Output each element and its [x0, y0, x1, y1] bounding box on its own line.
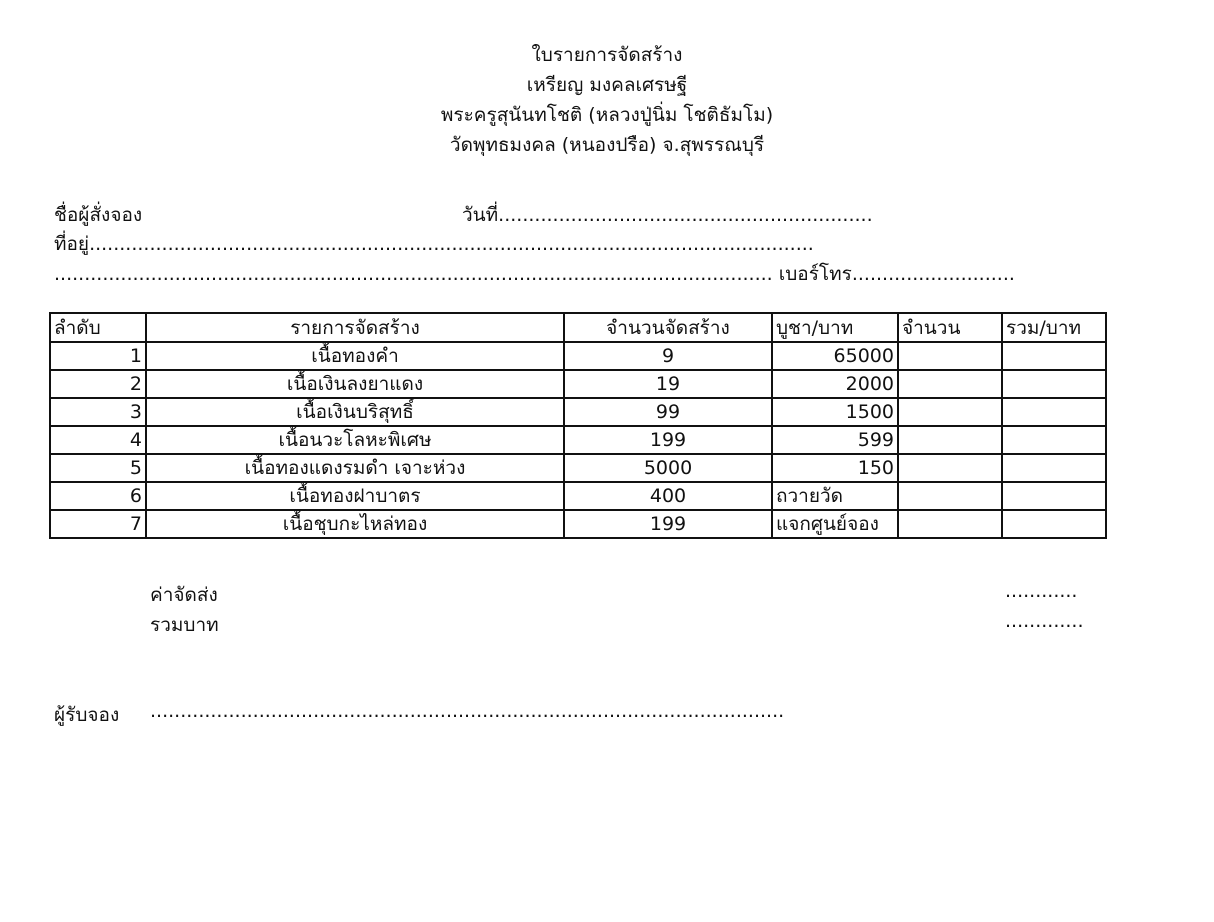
row-price: 150	[772, 454, 898, 482]
row-price: แจกศูนย์จอง	[772, 510, 898, 538]
row-order-qty-cell	[898, 426, 1002, 454]
title-line-4: วัดพุทธมงคล (หนองปรือ) จ.สุพรรณบุรี	[449, 134, 765, 156]
row-number: 2	[50, 370, 146, 398]
row-price: 65000	[772, 342, 898, 370]
row-number: 5	[50, 454, 146, 482]
row-item-name: เนื้อเงินลงยาแดง	[146, 370, 564, 398]
receiver-signature-line: .........................................................................................................	[150, 700, 785, 722]
row-number: 6	[50, 482, 146, 510]
title-line-2: เหรียญ มงคลเศรษฐี	[526, 74, 688, 96]
col-header-total: รวม/บาท	[1002, 313, 1106, 342]
col-header-no: ลำดับ	[50, 313, 146, 342]
row-total-cell	[1002, 370, 1106, 398]
row-item-name: เนื้อทองฝาบาตร	[146, 482, 564, 510]
col-header-price: บูชา/บาท	[772, 313, 898, 342]
date-field: วันที่..............................................................	[462, 204, 873, 226]
row-total-cell	[1002, 426, 1106, 454]
row-order-qty-cell	[898, 398, 1002, 426]
row-produced-qty: 5000	[564, 454, 772, 482]
table-row	[50, 510, 1106, 538]
col-header-order-qty: จำนวน	[898, 313, 1002, 342]
table-row	[50, 454, 1106, 482]
address-field: ที่อยู่........................................................................................................................	[54, 233, 814, 255]
row-price: ถวายวัด	[772, 482, 898, 510]
document-title-block	[0, 40, 1214, 160]
row-order-qty-cell	[898, 510, 1002, 538]
shipping-label: ค่าจัดส่ง	[150, 584, 218, 606]
row-total-cell	[1002, 342, 1106, 370]
items-table	[49, 312, 1107, 539]
row-price: 599	[772, 426, 898, 454]
row-number: 1	[50, 342, 146, 370]
table-header-row	[50, 313, 1106, 342]
table-row	[50, 398, 1106, 426]
table-row	[50, 342, 1106, 370]
row-item-name: เนื้อนวะโลหะพิเศษ	[146, 426, 564, 454]
total-label: รวมบาท	[150, 614, 219, 636]
row-produced-qty: 400	[564, 482, 772, 510]
row-item-name: เนื้อทองคำ	[146, 342, 564, 370]
row-order-qty-cell	[898, 454, 1002, 482]
table-row	[50, 370, 1106, 398]
row-total-cell	[1002, 482, 1106, 510]
table-row	[50, 426, 1106, 454]
row-price: 1500	[772, 398, 898, 426]
row-produced-qty: 199	[564, 426, 772, 454]
row-produced-qty: 9	[564, 342, 772, 370]
row-number: 4	[50, 426, 146, 454]
row-produced-qty: 99	[564, 398, 772, 426]
row-order-qty-cell	[898, 482, 1002, 510]
title-line-3: พระครูสุนันทโชติ (หลวงปู่นิ่ม โชติธัมโม)	[440, 104, 774, 126]
orderer-name-label: ชื่อผู้สั่งจอง	[54, 204, 143, 226]
row-item-name: เนื้อเงินบริสุทธิ์	[146, 398, 564, 426]
row-produced-qty: 199	[564, 510, 772, 538]
row-item-name: เนื้อชุบกะไหล่ทอง	[146, 510, 564, 538]
row-item-name: เนื้อทองแดงรมดำ เจาะห่วง	[146, 454, 564, 482]
shipping-value: ............	[1005, 580, 1078, 602]
col-header-produced-qty: จำนวนจัดสร้าง	[564, 313, 772, 342]
row-order-qty-cell	[898, 342, 1002, 370]
row-produced-qty: 19	[564, 370, 772, 398]
row-number: 7	[50, 510, 146, 538]
address-line-phone-field: ....................................................................................................................... เบอร์โทร...........................	[54, 263, 1015, 285]
row-number: 3	[50, 398, 146, 426]
total-value: .............	[1005, 610, 1084, 632]
row-total-cell	[1002, 510, 1106, 538]
row-total-cell	[1002, 398, 1106, 426]
row-total-cell	[1002, 454, 1106, 482]
col-header-item: รายการจัดสร้าง	[146, 313, 564, 342]
table-row	[50, 482, 1106, 510]
row-order-qty-cell	[898, 370, 1002, 398]
row-price: 2000	[772, 370, 898, 398]
receiver-label: ผู้รับจอง	[54, 704, 120, 726]
title-line-1: ใบรายการจัดสร้าง	[531, 44, 683, 66]
